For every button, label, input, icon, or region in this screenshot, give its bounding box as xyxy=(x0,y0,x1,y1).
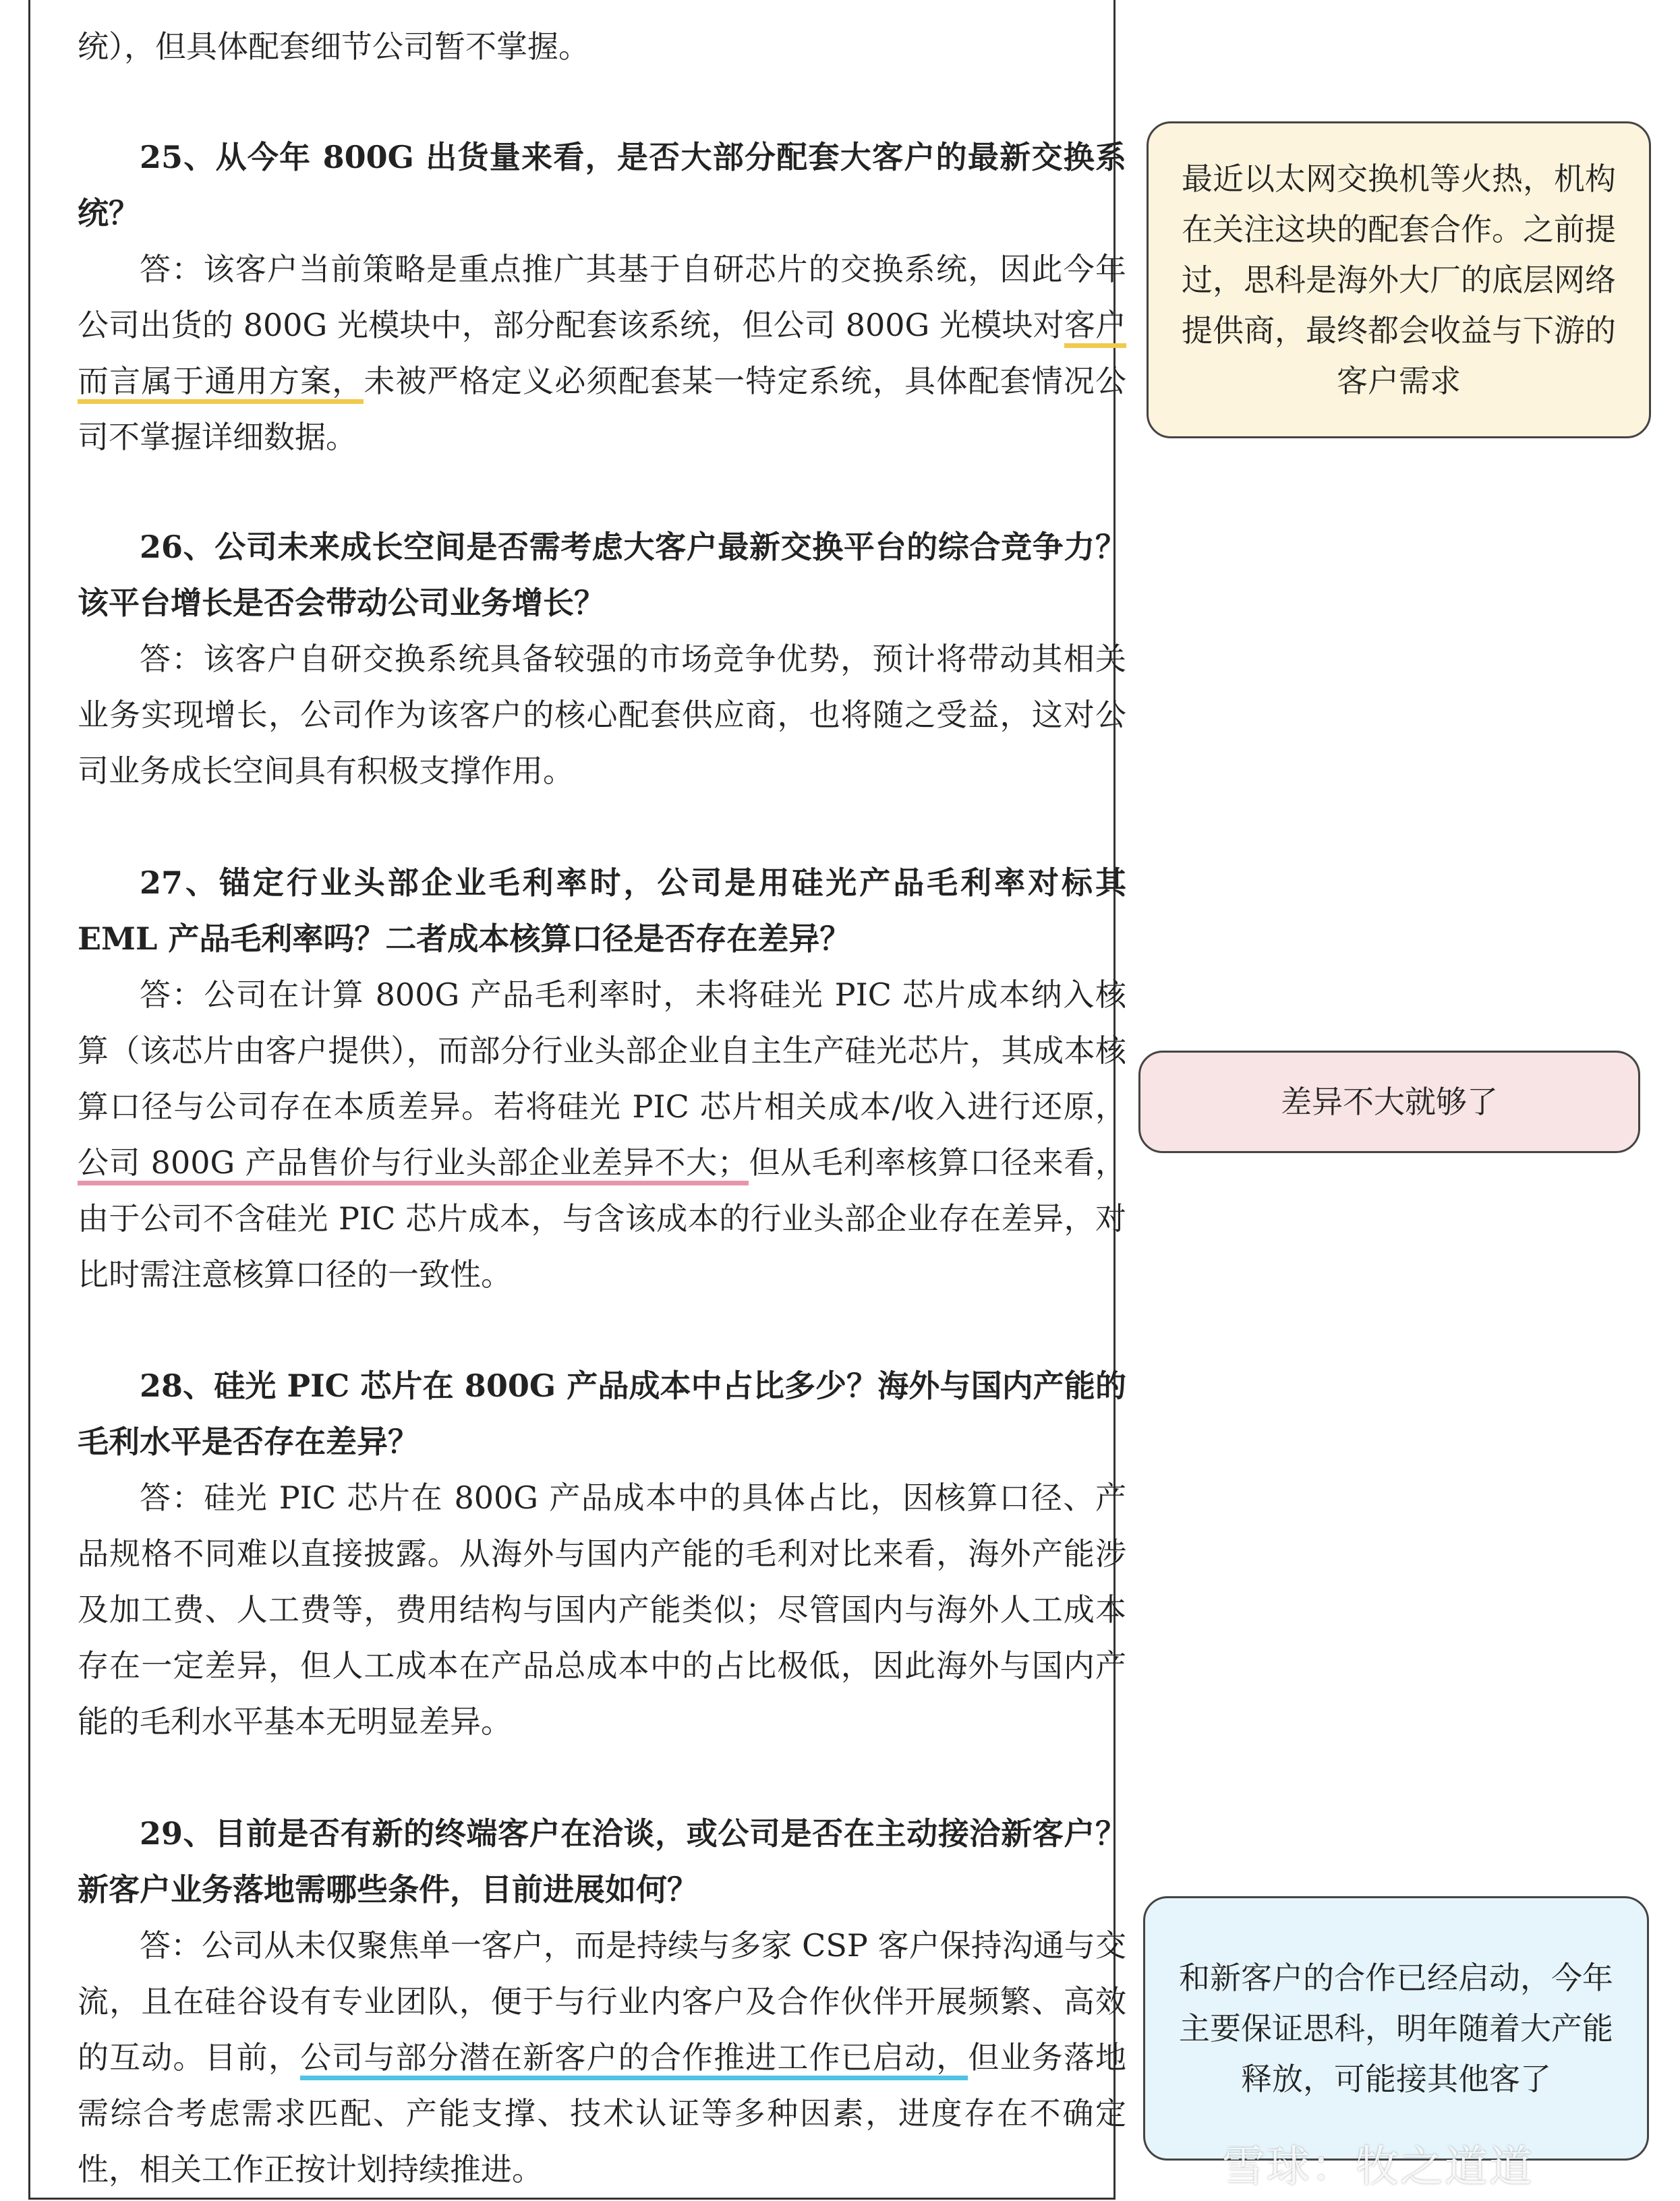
answer-27: 答：公司在计算 800G 产品毛利率时，未将硅光 PIC 芯片成本纳入核算（该芯片由客户提供），而部分行业头部企业自主生产硅光芯片，其成本核算口径与公司存在本质差异。若将硅光 PIC 芯片相关成本/收入进行还原，公司 800G 产品售价与行业头部企业差异不大；但从毛利率核算口径来看，由于公司不含硅光 PIC 芯片成本，与含该成本的行业头部企业存在差异，对比时需注意核算口径的一致性。 xyxy=(78,976,1127,1293)
highlight-answer-25: 客户而言属于通用方案， xyxy=(78,307,1126,404)
highlight-answer-27: 公司 800G 产品售价与行业头部企业差异不大； xyxy=(78,1144,749,1185)
paragraph-prev-tail: 统），但具体配套细节公司暂不掌握。 xyxy=(78,28,589,65)
question-25: 25、从今年 800G 出货量来看，是否大部分配套大客户的最新交换系统？ xyxy=(78,139,1126,231)
watermark-text: 雪球：牧之道道 xyxy=(1222,2142,1534,2192)
highlight-answer-29: 公司与部分潜在新客户的合作推进工作已启动， xyxy=(300,2039,968,2080)
question-27: 27、锚定行业头部企业毛利率时，公司是用硅光产品毛利率对标其 EML 产品毛利率吗？二者成本核算口径是否存在差异？ xyxy=(78,864,1126,957)
answer-25: 答：该客户当前策略是重点推广其基于自研芯片的交换系统，因此今年公司出货的 800G 光模块中，部分配套该系统，但公司 800G 光模块对客户而言属于通用方案，未被严格定义必须配套某一特定系统，具体配套情况公司不掌握详细数据。 xyxy=(78,251,1126,455)
comment-note-new-customers: 和新客户的合作已经启动，今年主要保证思科，明年随着大产能释放，可能接其他客了 xyxy=(1143,1896,1649,2161)
comment-note-difference: 差异不大就够了 xyxy=(1138,1051,1640,1153)
document-page xyxy=(28,0,1127,2200)
question-28: 28、硅光 PIC 芯片在 800G 产品成本中占比多少？海外与国内产能的毛利水平是否存在差异？ xyxy=(78,1368,1126,1460)
question-29: 29、目前是否有新的终端客户在洽谈，或公司是否在主动接洽新客户？新客户业务落地需哪些条件，目前进展如何？ xyxy=(78,1815,1126,1908)
answer-26: 答：该客户自研交换系统具备较强的市场竞争优势，预计将带动其相关业务实现增长，公司作为该客户的核心配套供应商，也将随之受益，这对公司业务成长空间具有积极支撑作用。 xyxy=(78,641,1126,789)
answer-29: 答：公司从未仅聚焦单一客户，而是持续与多家 CSP 客户保持沟通与交流，且在硅谷设有专业团队，便于与行业内客户及合作伙伴开展频繁、高效的互动。目前，公司与部分潜在新客户的合作推进工作已启动，但业务落地需综合考虑需求匹配、产能支撑、技术认证等多种因素，进度存在不确定性，相关工作正按计划持续推进。 xyxy=(78,1927,1126,2188)
question-26: 26、公司未来成长空间是否需考虑大客户最新交换平台的综合竞争力？该平台增长是否会带动公司业务增长？ xyxy=(78,529,1126,621)
comment-note-switch-cooperation: 最近以太网交换机等火热，机构在关注这块的配套合作。之前提过，思科是海外大厂的底层网络提供商，最终都会收益与下游的客户需求 xyxy=(1147,121,1651,438)
answer-28: 答：硅光 PIC 芯片在 800G 产品成本中的具体占比，因核算口径、产品规格不同难以直接披露。从海外与国内产能的毛利对比来看，海外产能涉及加工费、人工费等，费用结构与国内产能类似；尽管国内与海外人工成本存在一定差异，但人工成本在产品总成本中的占比极低，因此海外与国内产能的毛利水平基本无明显差异。 xyxy=(78,1479,1126,1740)
